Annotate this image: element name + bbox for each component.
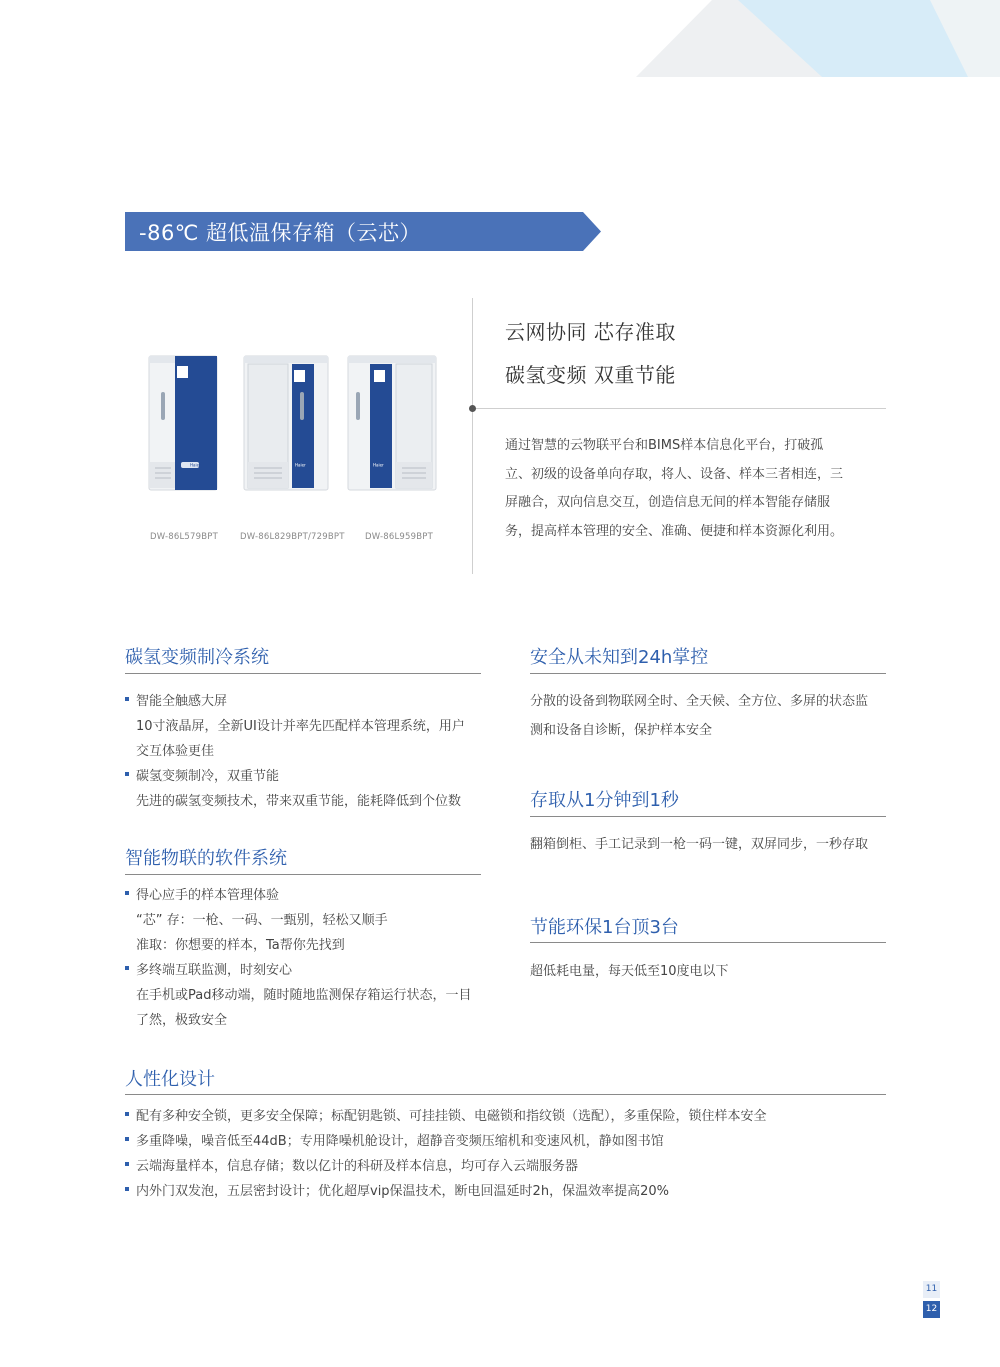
brand-logo-1: Haier xyxy=(190,462,201,468)
freezer-image-2 xyxy=(242,352,330,492)
divider-dot xyxy=(469,405,476,412)
intro-line: 立、初级的设备单向存取，将人、设备、样本三者相连，三 xyxy=(505,466,844,482)
corner-decoration xyxy=(0,0,1000,80)
intro-line: 通过智慧的云物联平台和BIMS样本信息化平台，打破孤 xyxy=(505,438,824,453)
design-rule xyxy=(125,1094,886,1095)
brand-logo-2: Haier xyxy=(295,462,306,468)
slogan-line-2: 碳氢变频 双重节能 xyxy=(505,363,676,387)
design-bullet-2: 多重降噪，噪音低至44dB；专用降噪机舱设计，超静音变频压缩机和变速风机，静如图书馆 xyxy=(136,1130,664,1149)
refrigeration-rule xyxy=(125,673,481,674)
safety-heading: 安全从未知到24h掌控 xyxy=(530,647,709,668)
slogan-line-1: 云网协同 芯存准取 xyxy=(505,320,676,344)
horizontal-divider xyxy=(472,408,886,409)
software-rule xyxy=(125,874,481,875)
design-bullet-1: 配有多种安全锁，更多安全保障；标配钥匙锁、可挂挂锁、电磁锁和指纹锁（选配），多重保险，锁住样本安全 xyxy=(136,1105,767,1124)
freezer-image-3 xyxy=(346,352,438,492)
model-caption-3: DW-86L959BPT xyxy=(365,532,433,542)
energy-rule xyxy=(530,942,886,943)
software-bullet-1-desc-2: 准取：你想要的样本，Ta帮你先找到 xyxy=(136,938,345,953)
access-heading: 存取从1分钟到1秒 xyxy=(530,790,679,811)
model-caption-1: DW-86L579BPT xyxy=(150,532,218,542)
access-rule xyxy=(530,816,886,817)
intro-line: 务，提高样本管理的安全、准确、便捷和样本资源化利用。 xyxy=(505,523,844,539)
page-title: -86℃ 超低温保存箱（云芯） xyxy=(139,221,422,245)
refrigeration-bullet-2: 碳氢变频制冷，双重节能 xyxy=(136,765,279,784)
access-line-1: 翻箱倒柜、手工记录到一枪一码一键，双屏同步，一秒存取 xyxy=(530,837,869,852)
energy-heading: 节能环保1台顶3台 xyxy=(530,917,679,938)
refrigeration-bullet-2-desc-1: 先进的碳氢变频技术，带来双重节能，能耗降低到个位数 xyxy=(136,794,462,809)
safety-rule xyxy=(530,673,886,674)
freezer-image-1 xyxy=(147,352,219,492)
page-number-11: 11 xyxy=(923,1281,940,1298)
energy-line-1: 超低耗电量，每天低至10度电以下 xyxy=(530,964,729,979)
model-caption-2: DW-86L829BPT/729BPT xyxy=(240,532,345,542)
software-heading: 智能物联的软件系统 xyxy=(125,848,287,869)
vertical-divider xyxy=(472,298,473,574)
safety-line-2: 测和设备自诊断，保护样本安全 xyxy=(530,723,713,738)
brand-logo-3: Haier xyxy=(373,462,384,468)
design-heading: 人性化设计 xyxy=(125,1069,215,1090)
software-bullet-1-desc-1: “芯” 存：一枪、一码、一甄别，轻松又顺手 xyxy=(136,913,388,928)
software-bullet-2-desc-2: 了然，极致安全 xyxy=(136,1013,228,1028)
refrigeration-bullet-1-desc-2: 交互体验更佳 xyxy=(136,744,215,759)
refrigeration-heading: 碳氢变频制冷系统 xyxy=(125,647,269,668)
intro-line: 屏融合，双向信息交互，创造信息无间的样本智能存储服 xyxy=(505,495,831,510)
safety-line-1: 分散的设备到物联网全时、全天候、全方位、多屏的状态监 xyxy=(530,694,869,709)
intro-paragraph xyxy=(505,432,865,546)
title-banner xyxy=(125,212,601,251)
software-bullet-2: 多终端互联监测，时刻安心 xyxy=(136,959,292,978)
refrigeration-bullet-1: 智能全触感大屏 xyxy=(136,690,227,709)
software-bullet-1: 得心应手的样本管理体验 xyxy=(136,884,279,903)
page-number-12: 12 xyxy=(923,1301,940,1318)
design-bullet-4: 内外门双发泡，五层密封设计；优化超厚vip保温技术，断电回温延时2h，保温效率提高20% xyxy=(136,1180,669,1199)
software-bullet-2-desc-1: 在手机或Pad移动端，随时随地监测保存箱运行状态，一目 xyxy=(136,988,472,1003)
refrigeration-bullet-1-desc-1: 10寸液晶屏，全新UI设计并率先匹配样本管理系统，用户 xyxy=(136,719,465,734)
design-bullet-3: 云端海量样本，信息存储；数以亿计的科研及样本信息，均可存入云端服务器 xyxy=(136,1155,578,1174)
